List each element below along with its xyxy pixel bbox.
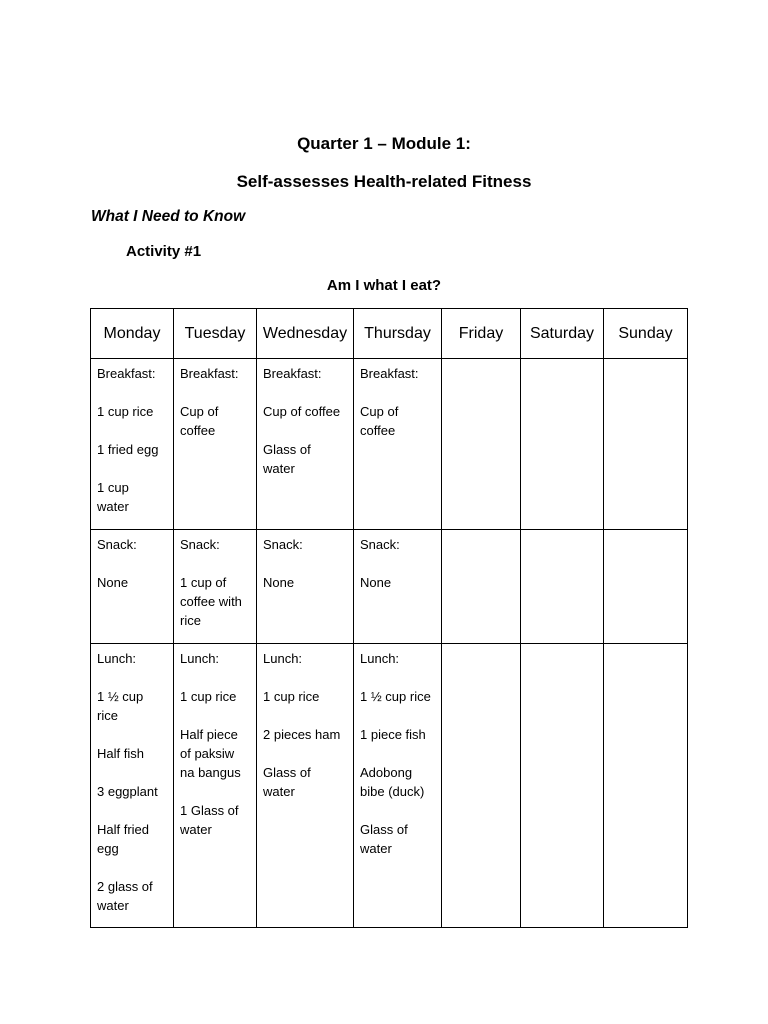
- cell-text: 3 eggplant: [97, 784, 158, 799]
- cell-text: 1 cup rice: [263, 689, 320, 704]
- cell-text: of paksiw: [180, 746, 235, 761]
- cell-text: Lunch:: [263, 651, 303, 666]
- cell-text: [360, 383, 437, 402]
- cell-text: Cup of: [360, 404, 399, 419]
- cell-text: [360, 801, 437, 820]
- cell-text: [180, 782, 252, 801]
- cell-text: [180, 668, 252, 687]
- cell-text: [180, 383, 252, 402]
- cell-lunch-saturday: [521, 644, 604, 928]
- cell-text: 1 Glass of: [180, 803, 239, 818]
- header-sunday: Sunday: [604, 309, 688, 359]
- cell-breakfast-saturday: [521, 359, 604, 530]
- cell-text: 1 cup rice: [180, 689, 237, 704]
- table-header-row: [91, 309, 688, 359]
- cell-text: [97, 668, 169, 687]
- cell-text: Snack:: [360, 537, 400, 552]
- cell-text: bibe (duck): [360, 784, 425, 799]
- cell-text: Lunch:: [97, 651, 137, 666]
- cell-breakfast-sunday: [604, 359, 688, 530]
- header-monday: Monday: [91, 309, 174, 359]
- cell-text: None: [97, 575, 129, 590]
- header-tuesday: Tuesday: [174, 309, 257, 359]
- cell-text: Half piece: [180, 727, 238, 742]
- cell-text: [97, 554, 169, 573]
- cell-text: rice: [180, 613, 201, 628]
- table-row-lunch: [91, 644, 688, 928]
- cell-text: [97, 801, 169, 820]
- cell-text: [263, 668, 349, 687]
- cell-text: Lunch:: [180, 651, 220, 666]
- cell-text: [360, 554, 437, 573]
- cell-text: water: [263, 461, 295, 476]
- cell-text: na bangus: [180, 765, 241, 780]
- cell-text: Cup of: [180, 404, 219, 419]
- cell-breakfast-monday: [91, 359, 174, 530]
- cell-text: [97, 421, 169, 440]
- cell-text: water: [97, 898, 129, 913]
- cell-text: None: [263, 575, 295, 590]
- cell-text: 1 cup of: [180, 575, 227, 590]
- activity-heading: Activity #1: [126, 243, 202, 260]
- cell-text: [97, 725, 169, 744]
- cell-text: 2 pieces ham: [263, 727, 341, 742]
- cell-text: [180, 706, 252, 725]
- cell-text: Glass of: [360, 822, 408, 837]
- cell-text: 1 cup: [97, 480, 129, 495]
- header-thursday: Thursday: [354, 309, 442, 359]
- module-subtitle: Self-assesses Health-related Fitness: [236, 172, 532, 191]
- cell-snack-sunday: [604, 530, 688, 644]
- cell-text: coffee: [180, 423, 216, 438]
- cell-text: 2 glass of: [97, 879, 153, 894]
- module-title: Quarter 1 – Module 1:: [297, 134, 471, 153]
- section-heading: What I Need to Know: [91, 208, 246, 225]
- cell-text: 1 ½ cup rice: [360, 689, 431, 704]
- cell-text: Lunch:: [360, 651, 400, 666]
- cell-breakfast-wednesday: [257, 359, 354, 530]
- table-row-snack: [91, 530, 688, 644]
- cell-snack-tuesday: [174, 530, 257, 644]
- cell-text: [263, 554, 349, 573]
- cell-lunch-monday: [91, 644, 174, 928]
- cell-breakfast-tuesday: [174, 359, 257, 530]
- cell-text: 1 cup rice: [97, 404, 154, 419]
- header-saturday: Saturday: [521, 309, 604, 359]
- cell-text: 1 piece fish: [360, 727, 426, 742]
- cell-text: Snack:: [263, 537, 303, 552]
- cell-text: [360, 668, 437, 687]
- header-wednesday: Wednesday: [257, 309, 354, 359]
- table-title: Am I what I eat?: [326, 277, 442, 294]
- cell-text: [263, 383, 349, 402]
- cell-text: [263, 744, 349, 763]
- cell-text: Snack:: [97, 537, 137, 552]
- cell-text: [360, 744, 437, 763]
- cell-text: [97, 858, 169, 877]
- cell-text: 1 ½ cup: [97, 689, 144, 704]
- cell-lunch-sunday: [604, 644, 688, 928]
- cell-text: [263, 706, 349, 725]
- cell-text: Breakfast:: [97, 366, 156, 381]
- cell-text: egg: [97, 841, 119, 856]
- cell-lunch-thursday: [354, 644, 442, 928]
- cell-text: None: [360, 575, 392, 590]
- cell-snack-thursday: [354, 530, 442, 644]
- cell-snack-wednesday: [257, 530, 354, 644]
- cell-lunch-tuesday: [174, 644, 257, 928]
- cell-text: Half fish: [97, 746, 144, 761]
- cell-text: [263, 421, 349, 440]
- cell-text: Glass of: [263, 765, 311, 780]
- cell-text: [180, 554, 252, 573]
- cell-snack-friday: [442, 530, 521, 644]
- cell-text: [360, 706, 437, 725]
- cell-text: Breakfast:: [360, 366, 419, 381]
- cell-text: water: [360, 841, 392, 856]
- cell-text: [97, 383, 169, 402]
- header-friday: Friday: [442, 309, 521, 359]
- cell-text: Cup of coffee: [263, 404, 341, 419]
- cell-breakfast-thursday: [354, 359, 442, 530]
- cell-text: Snack:: [180, 537, 220, 552]
- cell-lunch-friday: [442, 644, 521, 928]
- cell-text: Breakfast:: [180, 366, 239, 381]
- cell-snack-monday: [91, 530, 174, 644]
- cell-text: water: [97, 499, 129, 514]
- cell-lunch-wednesday: [257, 644, 354, 928]
- cell-text: coffee: [360, 423, 396, 438]
- cell-text: Breakfast:: [263, 366, 322, 381]
- table-row-breakfast: [91, 359, 688, 530]
- cell-text: [97, 763, 169, 782]
- meal-log-table: [90, 308, 688, 928]
- cell-text: Glass of: [263, 442, 311, 457]
- cell-text: [97, 459, 169, 478]
- cell-text: water: [180, 822, 212, 837]
- cell-text: 1 fried egg: [97, 442, 159, 457]
- cell-text: coffee with: [180, 594, 242, 609]
- cell-text: water: [263, 784, 295, 799]
- cell-breakfast-friday: [442, 359, 521, 530]
- cell-snack-saturday: [521, 530, 604, 644]
- cell-text: Half fried: [97, 822, 150, 837]
- cell-text: Adobong: [360, 765, 413, 780]
- cell-text: rice: [97, 708, 118, 723]
